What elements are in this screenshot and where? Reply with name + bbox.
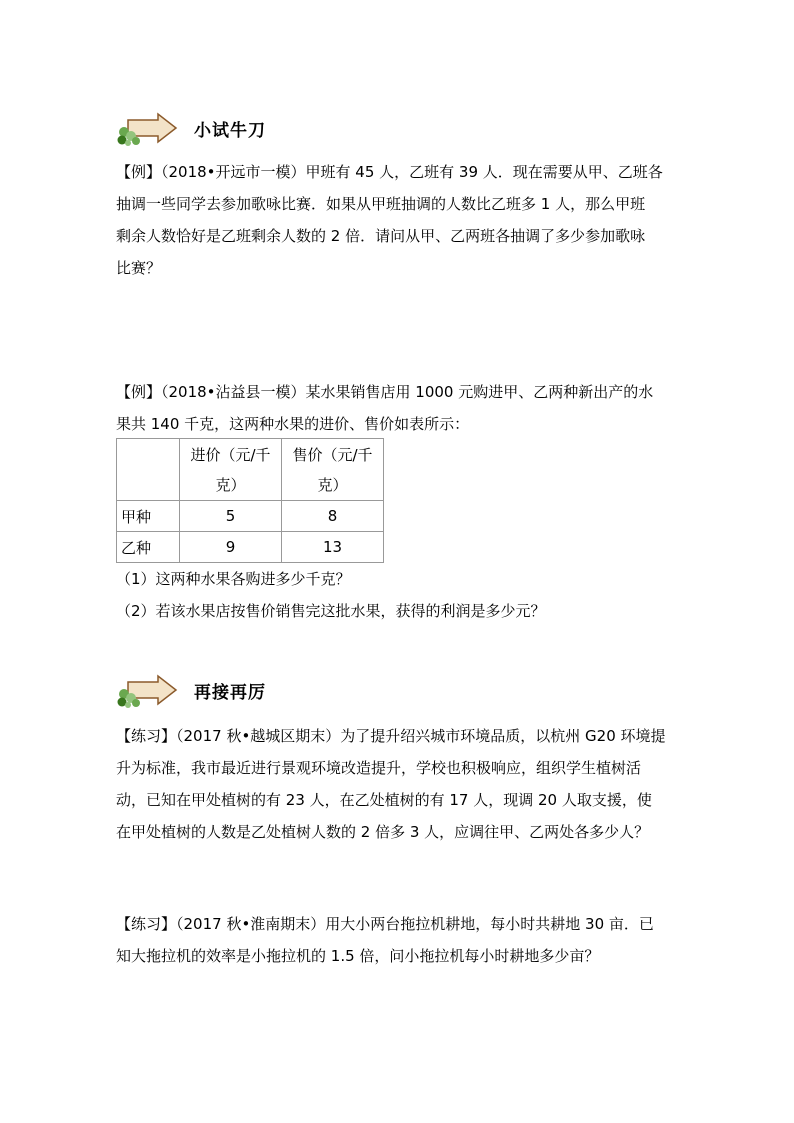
text-line: 知大拖拉机的效率是小拖拉机的 1.5 倍，问小拖拉机每小时耕地多少亩？ <box>116 947 600 965</box>
text-line: 比赛？ <box>116 259 162 277</box>
example-1 <box>116 156 676 284</box>
price-table <box>116 438 384 563</box>
practice-2 <box>116 908 676 972</box>
header-line: 售价（元/千 <box>292 445 373 464</box>
header-line: 克） <box>317 475 348 494</box>
arrow-clover-icon <box>114 672 184 708</box>
table-cell: 9 <box>180 532 282 563</box>
table-cell: 13 <box>282 532 384 563</box>
table-row <box>117 532 384 563</box>
table-header-cell <box>180 439 282 501</box>
text-line: 剩余人数恰好是乙班剩余人数的 2 倍．请问从甲、乙两班各抽调了多少参加歌咏 <box>116 227 646 245</box>
table-cell: 甲种 <box>117 501 180 532</box>
table-row <box>117 501 384 532</box>
text-line: 在甲处植树的人数是乙处植树人数的 2 倍多 3 人，应调往甲、乙两处各多少人？ <box>116 823 650 841</box>
text-line: 果共 140 千克，这两种水果的进价、售价如表所示： <box>116 415 470 433</box>
section-title: 小试牛刀 <box>194 120 266 141</box>
text-line: 【例】（2018•沾益县一模）某水果销售店用 1000 元购进甲、乙两种新出产的水 <box>116 383 654 401</box>
table-header-row <box>117 439 384 501</box>
header-line: 克） <box>215 475 246 494</box>
question-1: （1）这两种水果各购进多少千克？ <box>116 570 351 588</box>
question-2: （2）若该水果店按售价销售完这批水果，获得的利润是多少元？ <box>116 602 546 620</box>
header-line: 进价（元/千 <box>190 445 271 464</box>
section-title: 再接再厉 <box>194 682 266 703</box>
text-line: 【练习】（2017 秋•淮南期末）用大小两台拖拉机耕地，每小时共耕地 30 亩．已 <box>116 915 654 933</box>
practice-1 <box>116 720 676 848</box>
text-line: 【例】（2018•开远市一模）甲班有 45 人，乙班有 39 人．现在需要从甲、乙班各 <box>116 163 663 181</box>
table-header-cell <box>282 439 384 501</box>
table-cell: 8 <box>282 501 384 532</box>
table-header-cell <box>117 439 180 501</box>
table-cell: 5 <box>180 501 282 532</box>
text-line: 【练习】（2017 秋•越城区期末）为了提升绍兴城市环境品质，以杭州 G20 环境提 <box>116 727 666 745</box>
example-2 <box>116 376 676 440</box>
arrow-clover-icon <box>114 110 184 146</box>
section-heading-2 <box>114 672 266 708</box>
text-line: 抽调一些同学去参加歌咏比赛．如果从甲班抽调的人数比乙班多 1 人，那么甲班 <box>116 195 646 213</box>
table-cell: 乙种 <box>117 532 180 563</box>
text-line: 升为标准，我市最近进行景观环境改造提升，学校也积极响应，组织学生植树活 <box>116 759 642 777</box>
section-heading-1 <box>114 110 266 146</box>
text-line: 动，已知在甲处植树的有 23 人，在乙处植树的有 17 人，现调 20 人取支援，使 <box>116 791 652 809</box>
